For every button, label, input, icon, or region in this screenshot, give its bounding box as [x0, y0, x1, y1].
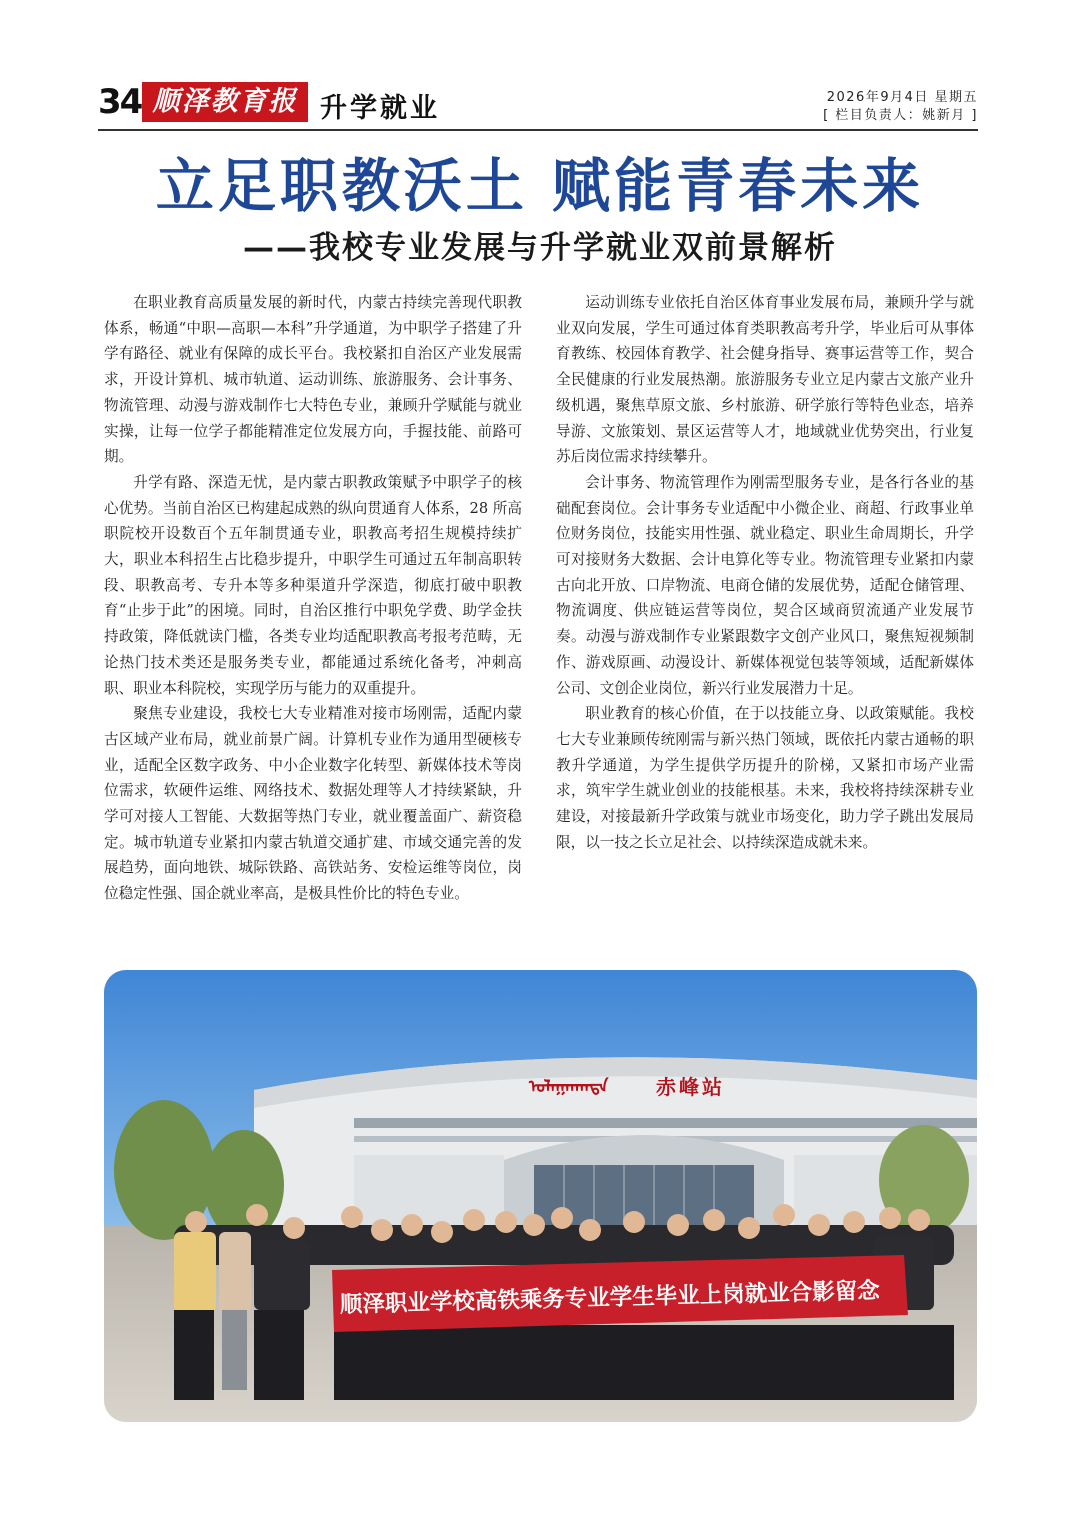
masthead — [98, 80, 978, 132]
station-sign-mongolian: ᠤᠯᠠᠭᠠᠨᠬᠠᠳᠠ — [529, 1077, 609, 1097]
section-title: 升学就业 — [320, 93, 440, 124]
group-photo — [104, 970, 977, 1422]
newspaper-logo: 顺泽教育报 — [142, 82, 308, 122]
article-paragraph: 职业教育的核心价值，在于以技能立身、以政策赋能。我校七大专业兼顾传统刚需与新兴热门领域，既依托内蒙古通畅的职教升学通道，为学生提供学历提升的阶梯，又紧扣市场产业需求，筑牢学生就业创业的技能根基。未来，我校将持续深耕专业建设，对接最新升学政策与就业市场变化，助力学子跳出发展局限，以一技之长立足社会、以持续深造成就未来。 — [556, 705, 974, 851]
article-paragraph: 聚焦专业建设，我校七大专业精准对接市场刚需，适配内蒙古区域产业布局，就业前景广阔。计算机专业作为通用型硬核专业，适配全区数字政务、中小企业数字化转型、新媒体技术等岗位需求，软硬件运维、网络技术、数据处理等人才持续紧缺，升学可对接人工智能、大数据等热门专业，就业覆盖面广、薪资稳定。城市轨道专业紧扣内蒙古轨道交通扩建、市域交通完善的发展趋势，面向地铁、城际铁路、高铁站务、安检运维等岗位，岗位稳定性强、国企就业率高，是极具性价比的特色专业。 — [104, 705, 522, 903]
group-photo-illustration — [104, 970, 977, 1422]
banner-text: 顺泽职业学校高铁乘务专业学生毕业上岗就业合影留念 — [339, 1277, 880, 1318]
article-headline: 立足职教沃土 赋能青春未来 — [155, 152, 925, 220]
article-subheadline: ——我校专业发展与升学就业双前景解析 — [243, 230, 837, 266]
article-column-right — [556, 290, 974, 855]
station-sign: 赤峰站 — [656, 1075, 725, 1099]
article-paragraph: 升学有路、深造无忧，是内蒙古职教政策赋予中职学子的核心优势。当前自治区已构建起成熟的纵向贯通育人体系，28 所高职院校开设数百个五年制贯通专业，职教高考招生规模持续扩大，职业本科招生占比稳步提升，中职学生可通过五年制高职转段、职教高考、专升本等多种渠道升学深造，彻底打破中职教育“止步于此”的困境。同时，自治区推行中职免学费、助学金扶持政策，降低就读门槛，各类专业均适配职教高考报考范畴，无论热门技术类还是服务类专业，都能通过系统化备考，冲刺高职、职业本科院校，实现学历与能力的双重提升。 — [104, 473, 522, 697]
article-column-left — [104, 290, 522, 907]
article-paragraph: 运动训练专业依托自治区体育事业发展布局，兼顾升学与就业双向发展，学生可通过体育类职教高考升学，毕业后可从事体育教练、校园体育教学、社会健身指导、赛事运营等工作，契合全民健康的行业发展热潮。旅游服务专业立足内蒙古文旅产业升级机遇，聚焦草原文旅、乡村旅游、研学旅行等特色业态，培养导游、文旅策划、景区运营等人才，地域就业优势突出，行业复苏后岗位需求持续攀升。 — [556, 294, 974, 466]
issue-date: 2026年9月4日 星期五 — [826, 90, 978, 105]
article-paragraph: 在职业教育高质量发展的新时代，内蒙古持续完善现代职教体系，畅通“中职—高职—本科”升学通道，为中职学子搭建了升学有路径、就业有保障的成长平台。我校紧扣自治区产业发展需求，开设计算机、城市轨道、运动训练、旅游服务、会计事务、物流管理、动漫与游戏制作七大特色专业，兼顾升学赋能与就业实操，让每一位学子都能精准定位发展方向，手握技能、前路可期。 — [104, 294, 522, 466]
article-paragraph: 会计事务、物流管理作为刚需型服务专业，是各行各业的基础配套岗位。会计事务专业适配中小微企业、商超、行政事业单位财务岗位，技能实用性强、就业稳定、职业生命周期长，升学可对接财务大数据、会计电算化等专业。物流管理专业紧扣内蒙古向北开放、口岸物流、电商仓储的发展优势，适配仓储管理、物流调度、供应链运营等岗位，契合区域商贸流通产业发展节奏。动漫与游戏制作专业紧跟数字文创产业风口，聚焦短视频制作、游戏原画、动漫设计、新媒体视觉包装等领域，适配新媒体公司、文创企业岗位，新兴行业发展潜力十足。 — [556, 473, 974, 697]
masthead-divider — [98, 129, 978, 131]
station-building — [254, 1057, 977, 1225]
column-editor: [ 栏目负责人：姚新月 ] — [823, 108, 978, 123]
page-number: 34 — [98, 82, 142, 122]
